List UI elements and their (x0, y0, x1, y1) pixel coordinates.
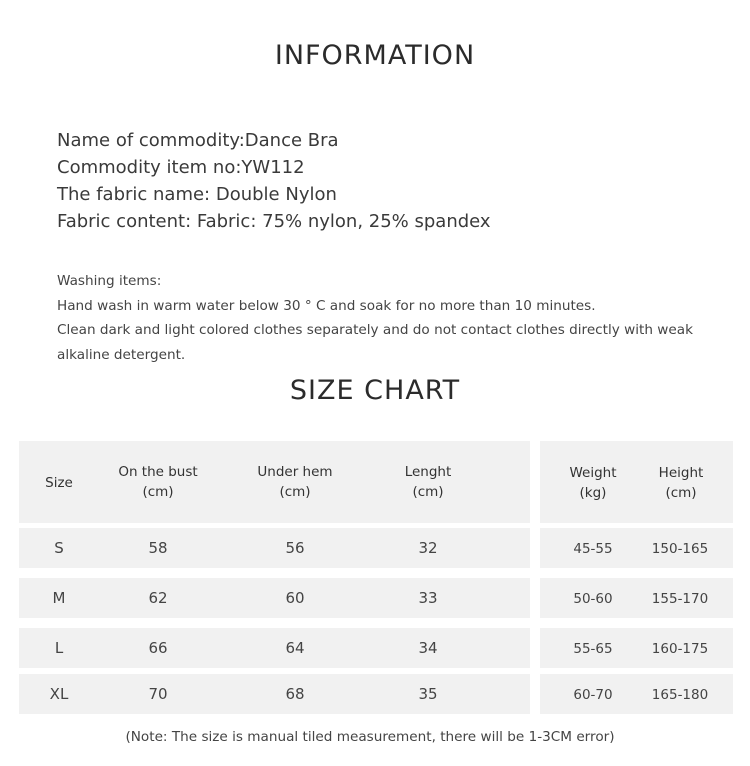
cell-weight: 55-65 (573, 641, 613, 657)
cell-height: 160-175 (651, 641, 709, 657)
cell-size: S (54, 539, 64, 557)
header-under-hem: Under hem (cm) (257, 464, 333, 500)
info-line-fabric-name: The fabric name: Double Nylon (57, 184, 337, 205)
size-note: (Note: The size is manual tiled measurement, there will be 1-3CM error) (125, 729, 615, 745)
header-weight: Weight (kg) (569, 465, 617, 501)
header-height: Height (cm) (658, 465, 704, 501)
cell-length: 32 (418, 539, 438, 557)
cell-length: 33 (418, 589, 438, 607)
cell-length: 34 (418, 639, 438, 657)
cell-bust: 70 (148, 685, 168, 703)
info-line-item-no: Commodity item no:YW112 (57, 157, 305, 178)
product-info (57, 127, 491, 235)
info-line-name: Name of commodity:Dance Bra (57, 130, 339, 151)
cell-bust: 58 (148, 539, 168, 557)
cell-size: L (54, 639, 64, 657)
washing-line: Hand wash in warm water below 30 ° C and soak for no more than 10 minutes. (57, 297, 596, 314)
cell-size: M (52, 589, 66, 607)
table-header-row (19, 441, 733, 523)
cell-under-hem: 64 (285, 639, 305, 657)
header-length: Lenght (cm) (404, 464, 452, 500)
table-row (19, 674, 733, 714)
cell-under-hem: 56 (285, 539, 305, 557)
header-size: Size (45, 475, 73, 491)
cell-bust: 62 (148, 589, 168, 607)
cell-length: 35 (418, 685, 438, 703)
cell-bust: 66 (148, 639, 168, 657)
table-row (19, 528, 733, 568)
cell-under-hem: 60 (285, 589, 305, 607)
info-title: INFORMATION (274, 40, 476, 71)
cell-weight: 60-70 (573, 687, 613, 703)
washing-instructions (57, 269, 717, 367)
cell-weight: 45-55 (573, 541, 613, 557)
washing-line: Clean dark and light colored clothes separately and do not contact clothes directly with weak (57, 322, 693, 338)
cell-height: 150-165 (651, 541, 709, 557)
cell-size: XL (49, 685, 69, 703)
size-chart-title: SIZE CHART (289, 375, 461, 406)
cell-weight: 50-60 (573, 591, 613, 607)
info-line-fabric-content: Fabric content: Fabric: 75% nylon, 25% spandex (57, 211, 491, 232)
table-row (19, 578, 733, 618)
washing-heading: Washing items: (57, 273, 162, 289)
cell-height: 165-180 (651, 687, 709, 703)
cell-height: 155-170 (651, 591, 709, 607)
header-bust: On the bust (cm) (118, 464, 198, 500)
cell-under-hem: 68 (285, 685, 305, 703)
table-row (19, 628, 733, 668)
washing-line: alkaline detergent. (57, 346, 186, 363)
